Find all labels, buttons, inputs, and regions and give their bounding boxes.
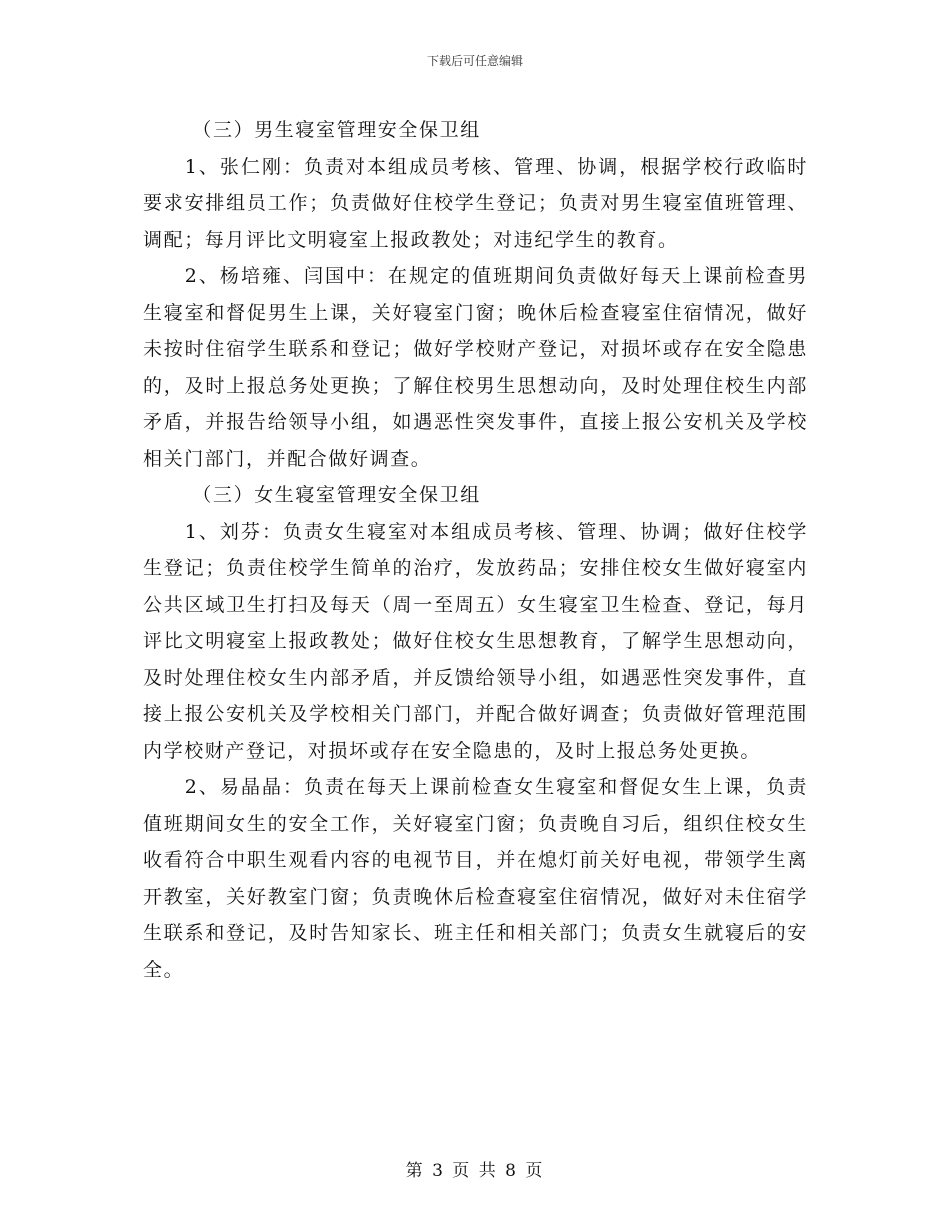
page-number: 第 3 页 共 8 页	[405, 1161, 545, 1181]
paragraph-liu-fen: 1、刘芬：负责女生寝室对本组成员考核、管理、协调；做好住校学生登记；负责住校学生简单的治疗，发放药品；安排住校女生做好寝室内公共区域卫生打扫及每天（周一至周五）女生寝室卫生检查、登记，每月评比文明寝室上报政教处；做好住校女生思想教育，了解学生思想动向，及时处理住校女生内部矛盾，并反馈给领导小组，如遇恶性突发事件，直接上报公安机关及学校相关门部门，并配合做好调查；负责做好管理范围内学校财产登记，对损坏或存在安全隐患的，及时上报总务处更换。	[143, 520, 808, 762]
paragraph-zhang-rengang: 1、张仁刚：负责对本组成员考核、管理、协调，根据学校行政临时要求安排组员工作；负责做好住校学生登记；负责对男生寝室值班管理、调配；每月评比文明寝室上报政教处；对违纪学生的教育。	[143, 155, 808, 251]
paragraph-yang-yan: 2、杨培雍、闫国中：在规定的值班期间负责做好每天上课前检查男生寝室和督促男生上课，关好寝室门窗；晚休后检查寝室住宿情况，做好未按时住宿学生联系和登记；做好学校财产登记，对损坏或存在安全隐患的，及时上报总务处更换；了解住校男生思想动向，及时处理住校生内部矛盾，并报告给领导小组，如遇恶性突发事件，直接上报公安机关及学校相关门部门，并配合做好调查。	[143, 265, 808, 470]
document-body	[143, 112, 808, 988]
section-heading-boys-dorm: （三）男生寝室管理安全保卫组	[192, 119, 481, 141]
page-header-note: 下载后可任意编辑	[426, 54, 523, 68]
section-heading-girls-dorm: （三）女生寝室管理安全保卫组	[192, 484, 481, 506]
paragraph-yi-jingjing: 2、易晶晶：负责在每天上课前检查女生寝室和督促女生上课，负责值班期间女生的安全工作，关好寝室门窗；负责晚自习后，组织住校女生收看符合中职生观看内容的电视节目，并在熄灯前关好电视，带领学生离开教室，关好教室门窗；负责晚休后检查寝室住宿情况，做好对未住宿学生联系和登记，及时告知家长、班主任和相关部门；负责女生就寝后的安全。	[143, 776, 808, 981]
